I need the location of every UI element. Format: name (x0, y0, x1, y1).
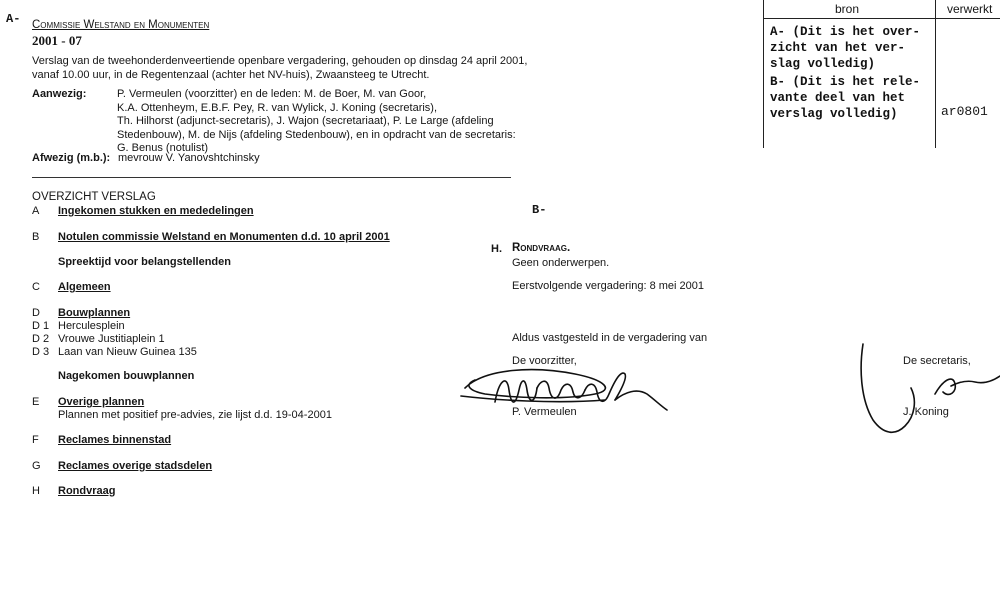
stamp-header-line (763, 18, 1000, 19)
overview-item-code: E (32, 396, 40, 408)
stamp-note-line: slag volledig) (770, 57, 876, 71)
overview-item-text: Overige plannen (58, 396, 145, 408)
intro-line-1: Verslag van de tweehonderdenveertiende openbare vergadering, gehouden op dinsdag 24 april 2001, (32, 55, 528, 67)
overview-item-code: D 3 (32, 346, 50, 358)
stamp-note-line: verslag volledig) (770, 107, 898, 121)
present-line: G. Benus (notulist) (117, 142, 209, 154)
overview-item-text: Vrouwe Justitiaplein 1 (58, 333, 165, 345)
section-marker-a: A- (6, 12, 21, 26)
overview-item-text: Reclames binnenstad (58, 434, 172, 446)
section-marker-b: B- (532, 203, 547, 217)
meeting-number: 2001 - 07 (32, 33, 82, 48)
stamp-col-source: bron (835, 2, 860, 16)
present-line: K.A. Ottenheym, E.B.F. Pey, R. van Wylick, J. Koning (secretaris), (117, 101, 438, 114)
overview-title: OVERZICHT VERSLAG (32, 191, 156, 203)
present-list (117, 88, 516, 156)
stamp-code: ar0801 (941, 104, 988, 119)
present-line: Stedenbouw), M. de Nijs (afdeling Stedenbouw), en in opdracht van de secretaris: (117, 128, 516, 141)
present-label: Aanwezig: (32, 88, 87, 100)
present-line: Th. Hilhorst (adjunct-secretaris), J. Wajon (secretariaat), P. Le Large (afdeling (117, 115, 494, 127)
header-divider (32, 177, 511, 178)
overview-item-text: Reclames overige stadsdelen (58, 460, 213, 472)
rondvraag-heading-code: H. (491, 243, 502, 255)
overview-item-code: D 2 (32, 333, 50, 345)
established-text: Aldus vastgesteld in de vergadering van (512, 332, 708, 344)
secretary-label: De secretaris, (903, 355, 971, 367)
stamp-col-processed: verwerkt (947, 2, 993, 16)
stamp-left-border (763, 0, 764, 148)
no-subjects-text: Geen onderwerpen. (512, 257, 610, 269)
stamp-note-line: zicht van het ver- (770, 41, 906, 55)
overview-item-code: B (32, 231, 40, 243)
stamp-note-line: B- (Dit is het rele- (770, 75, 921, 89)
present-line: P. Vermeulen (voorzitter) en de leden: M. de Boer, M. van Goor, (117, 88, 427, 100)
overview-item-text: Plannen met positief pre-advies, zie lijst d.d. 19-04-2001 (58, 409, 332, 421)
chair-name: P. Vermeulen (512, 406, 577, 418)
overview-item-text: Algemeen (58, 281, 111, 293)
overview-item-text: Bouwplannen (58, 307, 131, 319)
next-meeting-text: Eerstvolgende vergadering: 8 mei 2001 (512, 280, 705, 292)
chair-label: De voorzitter, (512, 355, 577, 367)
stamp-note-a (770, 24, 920, 72)
overview-item-code: A (32, 205, 40, 217)
stamp-column-divider (935, 0, 936, 148)
overview-item-text: Ingekomen stukken en mededelingen (58, 205, 254, 217)
overview-item-text: Herculesplein (58, 320, 125, 332)
overview-item-code: C (32, 281, 40, 293)
intro-line-2: vanaf 10.00 uur, in de Regentenzaal (achter het NV-huis), Zwaansteeg te Utrecht. (32, 69, 430, 81)
commission-title: Commissie Welstand en Monumenten (32, 19, 210, 31)
overview-item-text: Nagekomen bouwplannen (58, 370, 195, 382)
overview-item-text: Spreektijd voor belangstellenden (58, 256, 231, 268)
chair-signature (455, 360, 670, 420)
overview-item-code: F (32, 434, 39, 446)
rondvraag-heading: Rondvraag. (512, 242, 571, 254)
overview-item-text: Notulen commissie Welstand en Monumenten d.d. 10 april 2001 (58, 231, 390, 243)
overview-item-code: H (32, 485, 40, 497)
overview-item-text: Rondvraag (58, 485, 116, 497)
secretary-name: J. Koning (903, 406, 949, 418)
stamp-note-line: vante deel van het (770, 91, 906, 105)
overview-item-code: G (32, 460, 41, 472)
absent-label: Afwezig (m.b.): (32, 152, 111, 164)
absent-value: mevrouw V. Yanovshtchinsky (118, 152, 260, 164)
stamp-note-line: A- (Dit is het over- (770, 25, 921, 39)
overview-item-text: Laan van Nieuw Guinea 135 (58, 346, 197, 358)
overview-item-code: D (32, 307, 40, 319)
overview-item-code: D 1 (32, 320, 50, 332)
secretary-signature (855, 340, 1000, 440)
stamp-note-b (770, 74, 920, 122)
